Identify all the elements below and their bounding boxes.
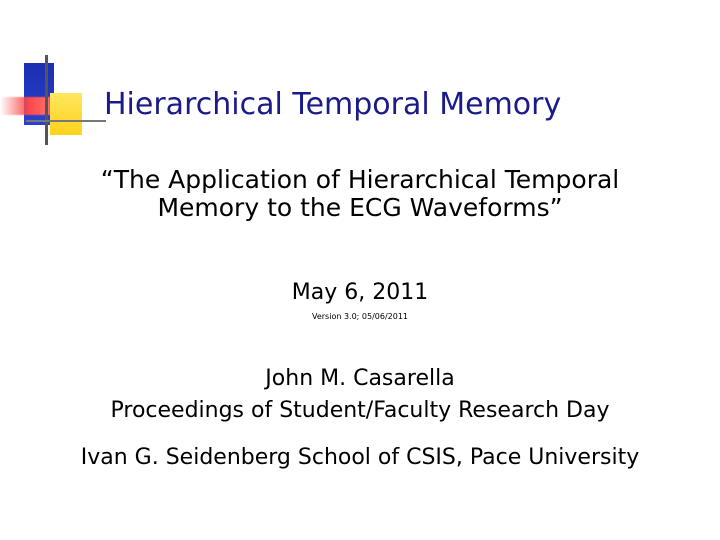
red-bar-decoration: [0, 97, 50, 115]
school-name: Ivan G. Seidenberg School of CSIS, Pace University: [80, 445, 640, 470]
horizontal-line-decoration: [26, 120, 106, 122]
vertical-line-decoration: [45, 55, 48, 145]
presentation-subtitle: [60, 166, 660, 222]
event-name: Proceedings of Student/Faculty Research Day: [110, 398, 610, 423]
version-note: Version 3.0; 05/06/2011: [311, 312, 409, 321]
subtitle-line-1: “The Application of Hierarchical Temporal: [100, 165, 620, 194]
author-name: John M. Casarella: [265, 366, 455, 391]
decorative-logo: [0, 55, 100, 150]
yellow-square-decoration: [50, 93, 82, 135]
presentation-date: May 6, 2011: [291, 280, 429, 305]
subtitle-line-2: Memory to the ECG Waveforms”: [157, 193, 563, 222]
slide-title: Hierarchical Temporal Memory: [104, 87, 562, 122]
